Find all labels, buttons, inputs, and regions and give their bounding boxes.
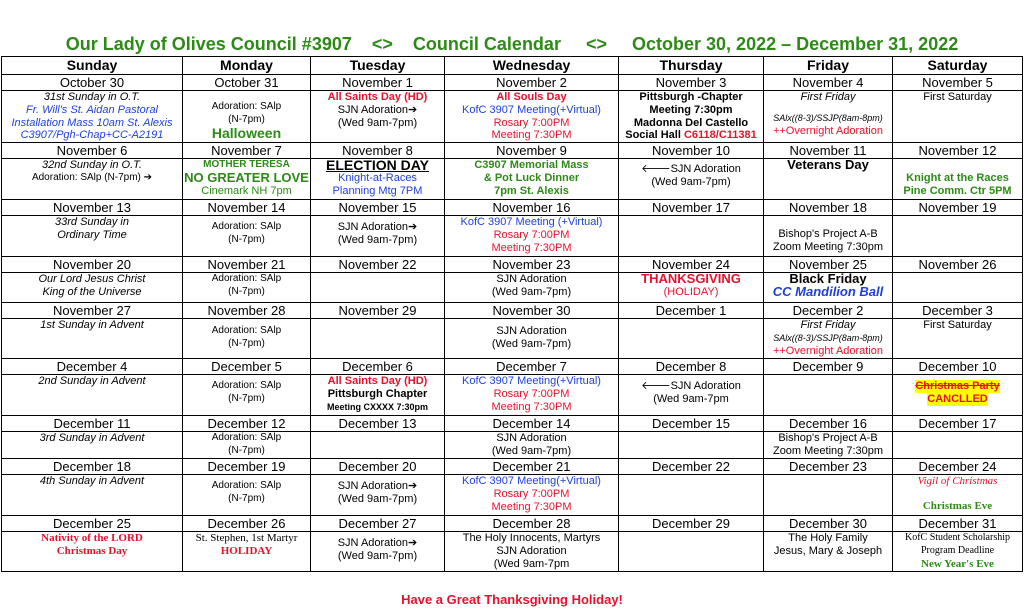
date-cell: November 20	[2, 257, 183, 273]
event-cell	[2, 216, 183, 257]
event-text: Christmas Day	[56, 544, 128, 557]
date-cell: December 8	[619, 359, 764, 375]
event-text: (Wed 9am-7pm	[493, 557, 570, 570]
date-cell: December 16	[764, 416, 893, 432]
event-text: (Wed 9am-7pm)	[491, 444, 572, 457]
date-cell: November 27	[2, 303, 183, 319]
event-cell	[311, 532, 445, 572]
event-text: The Holy Innocents, Martyrs	[462, 532, 601, 545]
event-text: CC Mandilion Ball	[772, 283, 884, 299]
date-row	[2, 303, 1023, 319]
event-cell	[2, 91, 183, 143]
date-cell: November 28	[183, 303, 311, 319]
event-text: Social Hall	[625, 129, 681, 142]
event-cell	[311, 216, 445, 257]
event-cell	[764, 159, 893, 200]
event-cell	[445, 475, 619, 516]
event-cell	[893, 159, 1023, 200]
date-cell: December 26	[183, 516, 311, 532]
date-cell: November 30	[445, 303, 619, 319]
event-cell	[445, 273, 619, 303]
event-cell	[893, 375, 1023, 416]
date-row	[2, 257, 1023, 273]
event-text: (N-7pm)	[228, 492, 265, 504]
event-text: (N-7pm)	[228, 444, 265, 456]
event-text: Meeting 7:30pm	[649, 103, 733, 116]
event-cell	[183, 91, 311, 143]
event-text: MOTHER TERESA	[203, 159, 290, 171]
date-cell: October 30	[2, 75, 183, 91]
event-text: (Wed 9am-7pm)	[337, 549, 418, 562]
weekday-header-row	[2, 57, 1023, 75]
event-text: Christmas Eve	[922, 499, 993, 512]
event-text: First Friday	[800, 91, 856, 103]
date-cell: December 5	[183, 359, 311, 375]
event-text: 1st Sunday in Advent	[40, 319, 144, 332]
events-row	[2, 216, 1023, 257]
event-text: KofC Student Scholarship	[905, 532, 1010, 544]
event-cell	[311, 159, 445, 200]
event-text: & Pot Luck Dinner	[483, 171, 580, 184]
event-cell	[311, 432, 445, 459]
event-text: All Saints Day (HD)	[327, 91, 428, 103]
event-cell	[2, 273, 183, 303]
date-row	[2, 459, 1023, 475]
weekday-header: Sunday	[2, 57, 183, 75]
date-cell: December 18	[2, 459, 183, 475]
date-cell: November 12	[893, 143, 1023, 159]
event-text: St. Stephen, 1st Martyr	[195, 532, 298, 545]
event-text: Cinemark NH 7pm	[201, 184, 292, 197]
event-text: SAlx((8-3)/SSJP(8am-8pm)	[773, 112, 883, 123]
date-row	[2, 143, 1023, 159]
event-text: Bishop's Project A-B	[778, 228, 878, 241]
event-text: (Wed 9am-7pm)	[491, 337, 572, 350]
event-text: The Holy Family	[788, 532, 868, 545]
date-cell: December 9	[764, 359, 893, 375]
date-cell: December 24	[893, 459, 1023, 475]
event-text: ++Overnight Adoration	[772, 344, 884, 357]
event-cell	[445, 91, 619, 143]
event-text: Knight at the Races	[906, 172, 1009, 185]
title-separator: <>	[585, 34, 607, 54]
date-cell: December 28	[445, 516, 619, 532]
date-cell: November 24	[619, 257, 764, 273]
date-cell: November 5	[893, 75, 1023, 91]
event-text: 7pm St. Alexis	[494, 184, 569, 197]
event-cell	[183, 475, 311, 516]
event-text: Ordinary Time	[57, 228, 127, 241]
event-text: Zoom Meeting 7:30pm	[772, 444, 884, 457]
event-cell	[445, 216, 619, 257]
event-text: Bishop's Project A-B	[778, 432, 878, 445]
date-cell: December 29	[619, 516, 764, 532]
date-cell: November 3	[619, 75, 764, 91]
event-text: Veterans Day	[787, 158, 869, 173]
date-row	[2, 75, 1023, 91]
event-text: Nativity of the LORD	[41, 532, 143, 545]
date-cell: November 29	[311, 303, 445, 319]
weekday-header: Friday	[764, 57, 893, 75]
event-text: SJN Adoration➔	[337, 480, 418, 493]
date-cell: December 22	[619, 459, 764, 475]
event-text: Our Lord Jesus Christ	[38, 273, 146, 286]
event-text: Jesus, Mary & Joseph	[773, 544, 883, 557]
event-cell	[445, 319, 619, 359]
date-cell: December 1	[619, 303, 764, 319]
event-text: Pittsburgh -Chapter	[639, 91, 743, 103]
event-cell	[764, 319, 893, 359]
event-text: All Souls Day	[496, 91, 567, 103]
date-cell: November 10	[619, 143, 764, 159]
events-row	[2, 432, 1023, 459]
event-text: Meeting 7:30PM	[491, 400, 572, 413]
date-cell: November 7	[183, 143, 311, 159]
event-cell	[764, 216, 893, 257]
event-text: ELECTION DAY	[326, 158, 429, 174]
event-cell	[893, 319, 1023, 359]
date-cell: November 25	[764, 257, 893, 273]
event-cell	[619, 319, 764, 359]
event-text: 3rd Sunday in Advent	[39, 432, 145, 445]
date-row	[2, 200, 1023, 216]
event-text: 31st Sunday in O.T.	[43, 91, 141, 103]
event-text: Rosary 7:00PM	[493, 116, 570, 129]
date-range: October 30, 2022 – December 31, 2022	[632, 34, 959, 54]
event-text: Meeting 7:30PM	[491, 241, 572, 254]
date-row	[2, 416, 1023, 432]
event-cell	[445, 375, 619, 416]
calendar-label: Council Calendar	[412, 34, 561, 54]
date-cell: December 6	[311, 359, 445, 375]
event-text: 🡐SJN Adoration	[641, 380, 741, 393]
event-cell	[445, 159, 619, 200]
event-text: Fr. Will's St. Aidan Pastoral	[26, 103, 158, 116]
event-text: Madonna Del Castello	[633, 116, 749, 129]
calendar-title	[0, 33, 1024, 55]
event-cell	[764, 475, 893, 516]
event-text: 🡐SJN Adoration	[641, 163, 741, 176]
date-cell: November 26	[893, 257, 1023, 273]
event-text: Vigil of Christmas	[917, 475, 998, 488]
event-text: SJN Adoration➔	[337, 537, 418, 550]
event-text: Rosary 7:00PM	[493, 228, 570, 241]
event-text: SJN Adoration➔	[337, 103, 418, 116]
event-text: C6118/C11381	[683, 129, 757, 142]
event-text: Zoom Meeting 7:30pm	[772, 240, 884, 253]
event-cell	[619, 159, 764, 200]
event-text: 2nd Sunday in Advent	[38, 375, 146, 388]
event-cell	[619, 432, 764, 459]
event-cell	[893, 216, 1023, 257]
title-separator: <>	[371, 34, 393, 54]
event-text: Adoration: SAlp	[211, 221, 282, 233]
event-text: HOLIDAY	[220, 544, 273, 557]
event-cell	[619, 475, 764, 516]
date-cell: December 2	[764, 303, 893, 319]
event-cell	[445, 432, 619, 459]
event-text: KofC 3907 Meeting(+Virtual)	[462, 475, 601, 488]
weekday-header: Tuesday	[311, 57, 445, 75]
event-text: Halloween	[211, 124, 282, 141]
event-text: New Year's Eve	[921, 557, 994, 570]
event-text: (N-7pm)	[228, 337, 265, 349]
event-cell	[2, 159, 183, 200]
date-cell: December 14	[445, 416, 619, 432]
date-cell: November 19	[893, 200, 1023, 216]
event-text: (N-7pm)	[228, 113, 265, 125]
date-cell: November 1	[311, 75, 445, 91]
date-cell: November 14	[183, 200, 311, 216]
date-cell: November 13	[2, 200, 183, 216]
event-cell	[619, 91, 764, 143]
calendar-table	[1, 56, 1023, 572]
event-text: Installation Mass 10am St. Alexis	[11, 116, 173, 129]
event-text: SAlx((8-3)/SSJP(8am-8pm)	[773, 332, 883, 343]
event-text: King of the Universe	[42, 285, 142, 298]
event-text: 4th Sunday in Advent	[39, 475, 145, 488]
event-text: (Wed 9am-7pm)	[337, 492, 418, 505]
date-cell: December 30	[764, 516, 893, 532]
events-row	[2, 159, 1023, 200]
date-cell: December 11	[2, 416, 183, 432]
event-cell	[893, 91, 1023, 143]
date-row	[2, 359, 1023, 375]
event-cell	[311, 273, 445, 303]
event-cell	[445, 532, 619, 572]
event-text: ++Overnight Adoration	[772, 124, 884, 137]
event-text: SJN Adoration	[496, 544, 567, 557]
date-cell: November 15	[311, 200, 445, 216]
event-cell	[311, 475, 445, 516]
event-text: C3907 Memorial Mass	[474, 159, 589, 172]
event-cell	[311, 375, 445, 416]
date-cell: December 12	[183, 416, 311, 432]
date-cell: November 6	[2, 143, 183, 159]
event-text: Meeting 7:30PM	[491, 129, 572, 142]
weekday-header: Thursday	[619, 57, 764, 75]
weekday-header: Monday	[183, 57, 311, 75]
event-cell	[183, 432, 311, 459]
date-cell: December 19	[183, 459, 311, 475]
event-cell	[183, 216, 311, 257]
date-cell: December 25	[2, 516, 183, 532]
date-cell: November 11	[764, 143, 893, 159]
event-text: CANCLLED	[927, 392, 988, 405]
event-cell	[2, 319, 183, 359]
date-cell: November 4	[764, 75, 893, 91]
event-text: 33rd Sunday in	[55, 216, 129, 229]
weekday-header: Saturday	[893, 57, 1023, 75]
weekday-header: Wednesday	[445, 57, 619, 75]
event-cell	[2, 475, 183, 516]
event-text: (Wed 9am-7pm)	[651, 175, 731, 188]
event-text: SJN Adoration	[496, 325, 567, 338]
event-text: SJN Adoration	[496, 432, 567, 445]
event-text: Adoration: SAlp	[211, 432, 282, 444]
event-text: Pittsburgh Chapter	[327, 387, 428, 400]
event-text: (Wed 9am-7pm	[653, 392, 729, 405]
event-cell	[311, 91, 445, 143]
event-text: THANKSGIVING	[641, 272, 741, 287]
event-text: (N-7pm)	[228, 233, 265, 245]
event-cell	[183, 532, 311, 572]
event-text: SJN Adoration➔	[337, 221, 418, 234]
date-cell: December 31	[893, 516, 1023, 532]
event-cell	[183, 375, 311, 416]
event-text: (N-7pm)	[228, 285, 265, 297]
council-name: Our Lady of Olives Council #3907	[65, 34, 352, 54]
event-text: Adoration: SAlp	[211, 101, 282, 112]
date-cell: December 17	[893, 416, 1023, 432]
event-text: Black Friday	[789, 272, 867, 287]
event-cell	[619, 532, 764, 572]
event-cell	[619, 216, 764, 257]
events-row	[2, 273, 1023, 303]
event-text: KofC 3907 Meeting(+Virtual)	[462, 375, 601, 388]
event-cell	[183, 319, 311, 359]
event-text: (Wed 9am-7pm)	[491, 285, 572, 298]
event-cell	[2, 532, 183, 572]
event-text: First Friday	[800, 319, 856, 332]
event-cell	[2, 375, 183, 416]
event-text: Adoration: SAlp	[211, 480, 282, 492]
event-text: Adoration: SAlp (N-7pm) ➔	[31, 171, 153, 183]
event-cell	[764, 375, 893, 416]
event-text: Meeting 7:30PM	[491, 500, 572, 513]
event-cell	[619, 273, 764, 303]
event-text: First Saturday	[923, 319, 992, 332]
date-cell: October 31	[183, 75, 311, 91]
event-cell	[893, 475, 1023, 516]
event-cell	[764, 532, 893, 572]
date-cell: December 23	[764, 459, 893, 475]
date-cell: December 10	[893, 359, 1023, 375]
event-text: NO GREATER LOVE	[184, 169, 309, 185]
event-text: Rosary 7:00PM	[493, 387, 570, 400]
event-cell	[183, 159, 311, 200]
event-text: Planning Mtg 7PM	[332, 184, 423, 197]
date-cell: December 21	[445, 459, 619, 475]
event-cell	[893, 532, 1023, 572]
event-text: Adoration: SAlp	[211, 273, 282, 285]
date-row	[2, 516, 1023, 532]
event-cell	[2, 432, 183, 459]
date-cell: December 7	[445, 359, 619, 375]
event-text: (Wed 9am-7pm)	[337, 233, 418, 246]
date-cell: December 3	[893, 303, 1023, 319]
event-text: (HOLIDAY)	[663, 285, 719, 298]
event-text: Christmas Party	[915, 380, 1000, 393]
date-cell: November 9	[445, 143, 619, 159]
event-text: 32nd Sunday in O.T.	[42, 159, 142, 172]
event-cell	[893, 432, 1023, 459]
date-cell: November 17	[619, 200, 764, 216]
events-row	[2, 475, 1023, 516]
event-cell	[183, 273, 311, 303]
event-cell	[764, 91, 893, 143]
date-cell: December 27	[311, 516, 445, 532]
event-cell	[893, 273, 1023, 303]
event-text: Program Deadline	[920, 544, 995, 556]
footer-message: Have a Great Thanksgiving Holiday!	[401, 592, 623, 607]
event-text: Adoration: SAlp	[211, 325, 282, 337]
event-text: Rosary 7:00PM	[493, 487, 570, 500]
event-text: KofC 3907 Meeting (+Virtual)	[460, 216, 603, 229]
date-cell: November 16	[445, 200, 619, 216]
date-cell: November 22	[311, 257, 445, 273]
date-cell: December 20	[311, 459, 445, 475]
events-row	[2, 375, 1023, 416]
event-text: Adoration: SAlp	[211, 380, 282, 392]
event-cell	[311, 319, 445, 359]
event-text: First Saturday	[923, 91, 992, 103]
event-text: KofC 3907 Meeting(+Virtual)	[462, 103, 601, 116]
event-text: Pine Comm. Ctr 5PM	[903, 184, 1012, 197]
events-row	[2, 319, 1023, 359]
event-text: All Saints Day (HD)	[327, 375, 428, 388]
event-text: (N-7pm)	[228, 392, 265, 404]
date-cell: December 15	[619, 416, 764, 432]
event-text: Knight-at-Races	[338, 171, 417, 184]
events-row	[2, 532, 1023, 572]
event-cell	[764, 273, 893, 303]
date-cell: December 4	[2, 359, 183, 375]
date-cell: November 18	[764, 200, 893, 216]
event-text: SJN Adoration	[496, 273, 567, 286]
date-cell: November 2	[445, 75, 619, 91]
event-text: (Wed 9am-7pm)	[337, 116, 418, 129]
date-cell: November 8	[311, 143, 445, 159]
date-cell: December 13	[311, 416, 445, 432]
event-cell	[619, 375, 764, 416]
event-text: C3907/Pgh-Chap+CC-A2191	[20, 129, 164, 142]
event-text: Meeting CXXXX 7:30pm	[326, 401, 429, 412]
date-cell: November 23	[445, 257, 619, 273]
events-row	[2, 91, 1023, 143]
date-cell: November 21	[183, 257, 311, 273]
event-cell	[764, 432, 893, 459]
